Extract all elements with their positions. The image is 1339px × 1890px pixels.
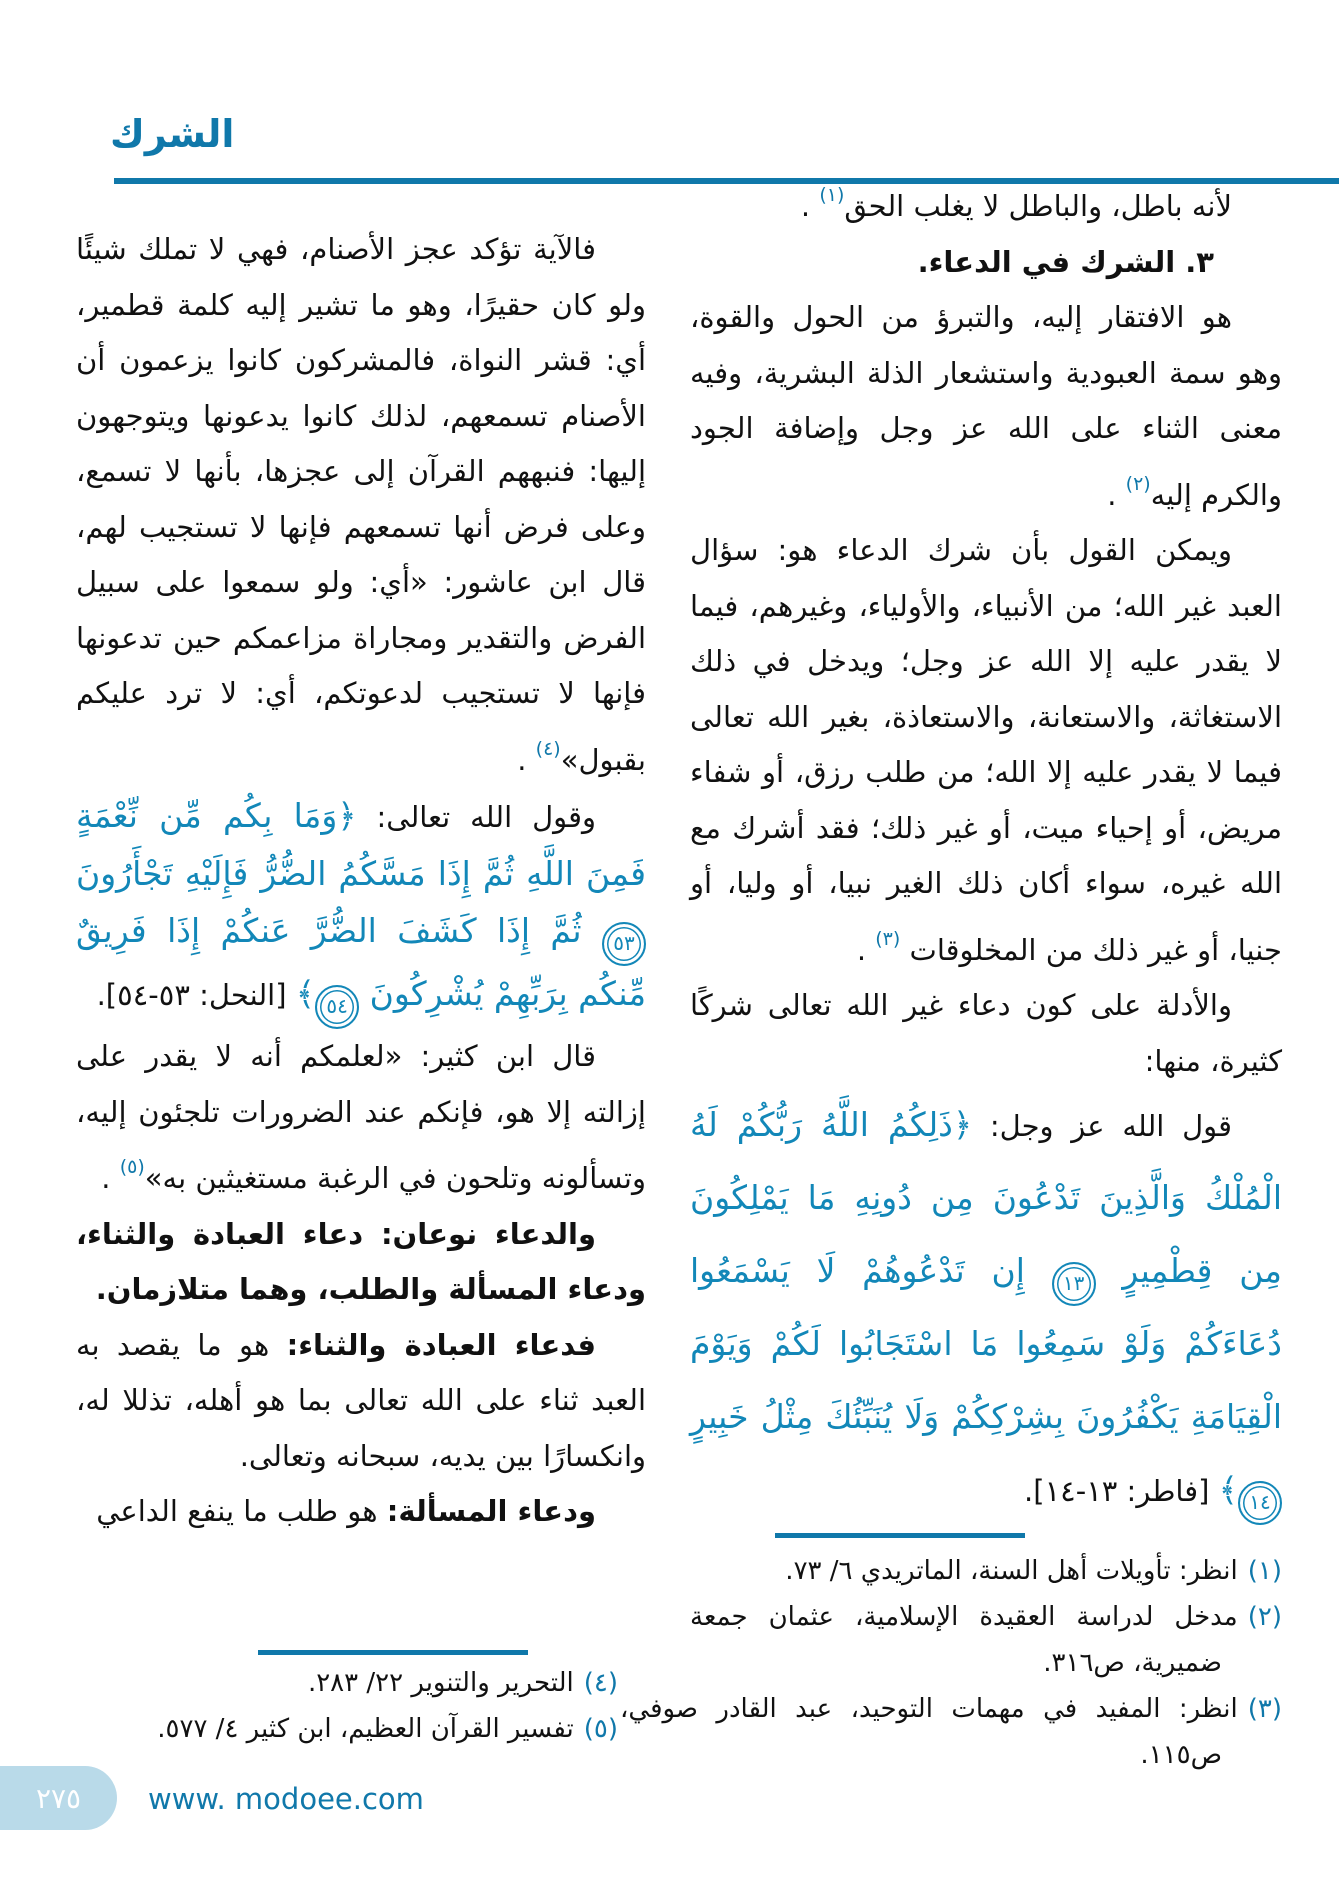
footnote	[690, 1548, 1282, 1594]
footnote-separator	[258, 1650, 528, 1655]
footnote-text: مدخل لدراسة العقيدة الإسلامية، عثمان جمعة ضميرية، ص٣١٦.	[690, 1602, 1238, 1678]
text-run: ويمكن القول بأن شرك الدعاء هو: سؤال العبد غير الله؛ من الأنبياء، والأولياء، وغيرهم، فيما لا يقدر عليه إلا الله عز وجل؛ ويدخل في ذلك الاستغاثة، والاستعانة، والاستعاذة، بغير الله تعالى فيما لا يقدر عليه إلا الله؛ من طلب رزق، أو شفاء مريض، أو إحياء ميت، أو غير ذلك؛ فقد أشرك مع الله غيره، سواء أكان ذلك الغير نبيا، أو وليا، أو جنيا، أو غير ذلك من المخلوقات	[690, 533, 1282, 967]
quran-text: ﴿وَمَا بِكُم مِّن نِّعْمَةٍ فَمِنَ اللَّهِ ثُمَّ إِذَا مَسَّكُمُ الضُّرُّ فَإِلَيْهِ تَجْأَرُونَ	[76, 796, 646, 893]
right-column	[690, 168, 1282, 1527]
footnote-text: التحرير والتنوير ٢٢/ ٢٨٣.	[307, 1668, 574, 1698]
left-column	[76, 222, 646, 1540]
footnote-number: (٥)	[583, 1714, 618, 1744]
text-run: [النحل: ٥٣-٥٤].	[96, 978, 296, 1012]
footnote-text: انظر: المفيد في مهمات التوحيد، عبد القادر صوفي، ص١١٥.	[620, 1694, 1238, 1770]
website-text: www. modoee.com	[148, 1782, 424, 1816]
footnote-number: (١)	[1247, 1556, 1282, 1586]
footnote-reference: (٢)	[1125, 472, 1151, 495]
text-run: والدعاء نوعان: دعاء العبادة والثناء، ودعاء المسألة والطلب، وهما متلازمان.	[76, 1216, 646, 1306]
footnote	[78, 1706, 618, 1752]
text-run: [فاطر: ١٣-١٤].	[1024, 1474, 1219, 1508]
paragraph	[76, 1029, 646, 1207]
text-run: .	[800, 189, 820, 223]
footnote	[620, 1686, 1282, 1778]
text-run: لأنه باطل، والباطل لا يغلب الحق	[844, 189, 1232, 223]
page-number-badge	[0, 1766, 117, 1830]
footnote-reference: (٤)	[535, 737, 561, 760]
quran-text: ﴾	[1218, 1470, 1238, 1509]
text-run: هو الافتقار إليه، والتبرؤ من الحول والقوة، وهو سمة العبودية واستشعار الذلة البشرية، وفيه معنى الثناء على الله عز وجل وإضافة الجود والكرم إليه	[690, 300, 1282, 512]
text-run: هو ما يقصد به العبد ثناء على الله تعالى بما هو أهله، تذللا له، وانكسارًا بين يديه، سبحانه وتعالى.	[76, 1327, 646, 1473]
footnote	[690, 1594, 1282, 1686]
paragraph	[76, 1484, 646, 1540]
footnote-separator	[775, 1533, 1025, 1538]
paragraph	[690, 523, 1282, 978]
left-footnotes	[78, 1660, 618, 1752]
paragraph	[690, 168, 1282, 235]
ayah-number-medallion: ١٤	[1238, 1481, 1282, 1525]
ayah-number-medallion: ١٣	[1052, 1262, 1096, 1306]
paragraph	[76, 1318, 646, 1485]
footnote-number: (٢)	[1247, 1602, 1282, 1632]
text-run: والأدلة على كون دعاء غير الله تعالى شركًا كثيرة، منها:	[690, 988, 1282, 1078]
paragraph	[690, 978, 1282, 1089]
text-run: فدعاء العبادة والثناء:	[286, 1327, 596, 1362]
footnote-text: تفسير القرآن العظيم، ابن كثير ٤/ ٥٧٧.	[157, 1714, 574, 1744]
footnote-reference: (٣)	[875, 927, 901, 950]
text-run: .	[517, 742, 536, 777]
text-run: .	[856, 932, 876, 967]
ayah-number-medallion: ٥٤	[315, 985, 359, 1029]
footnote-text: انظر: تأويلات أهل السنة، الماتريدي ٦/ ٧٣.	[785, 1556, 1238, 1586]
paragraph	[690, 290, 1282, 523]
text-run: .	[1107, 477, 1126, 512]
quran-verse-paragraph	[76, 788, 646, 1029]
footnote-reference: (١)	[819, 184, 845, 206]
footnote-number: (٣)	[1247, 1694, 1282, 1724]
quran-text: ﴿ذَلِكُمُ اللَّهُ رَبُّكُمْ لَهُ الْمُلْكُ وَالَّذِينَ تَدْعُونَ مِن دُونِهِ مَا يَمْلِكُونَ مِن قِطْمِيرٍ	[690, 1105, 1282, 1290]
quran-text: إِن تَدْعُوهُمْ لَا يَسْمَعُوا دُعَاءَكُمْ وَلَوْ سَمِعُوا مَا اسْتَجَابُوا لَكُمْ وَيَوْمَ الْقِيَامَةِ يَكْفُرُونَ بِشِرْكِكُمْ وَلَا يُنَبِّئُكَ مِثْلُ خَبِيرٍ	[690, 1251, 1282, 1436]
footnote-reference: (٥)	[119, 1156, 145, 1178]
text-run: هو طلب ما ينفع الداعي	[96, 1494, 387, 1528]
ayah-number-medallion: ٥٣	[602, 922, 646, 966]
section-heading	[690, 235, 1282, 291]
quran-text: ثُمَّ إِذَا كَشَفَ الضُّرَّ عَنكُمْ إِذَا فَرِيقٌ مِّنكُم بِرَبِّهِمْ يُشْرِكُونَ	[76, 911, 646, 1013]
right-footnotes	[620, 1548, 1282, 1778]
quran-verse-paragraph	[690, 1089, 1282, 1527]
text-run: وقول الله تعالى:	[356, 800, 596, 834]
paragraph	[76, 222, 646, 788]
text-run: قال ابن كثير: «لعلمكم أنه لا يقدر على إزالته إلا هو، فإنكم عند الضرورات تلجئون إليه، وتسألونه وتلحون في الرغبة مستغيثين به»	[76, 1039, 646, 1195]
page-header-title: الشرك	[110, 112, 235, 156]
text-run: ودعاء المسألة:	[386, 1494, 596, 1528]
text-run: ٣. الشرك في الدعاء.	[917, 244, 1214, 279]
paragraph	[76, 1207, 646, 1318]
text-run: .	[101, 1161, 120, 1195]
text-run: فالآية تؤكد عجز الأصنام، فهي لا تملك شيئًا ولو كان حقيرًا، وهو ما تشير إليه كلمة قطمير، أي: قشر النواة، فالمشركون كانوا يزعمون أن الأصنام تسمعهم، لذلك كانوا يدعونها ويتوجهون إليها: فنبههم القرآن إلى عجزها، بأنها لا تسمع، وعلى فرض أنها تسمعهم فإنها لا تستجيب لهم، قال ابن عاشور: «أي: ولو سمعوا على سبيل الفرض والتقدير ومجاراة مزاعمكم حين تدعونها فإنها لا تستجيب لدعوتكم، أي: لا ترد عليكم بقبول»	[76, 232, 646, 777]
footnote-number: (٤)	[583, 1668, 618, 1698]
footnote	[78, 1660, 618, 1706]
text-run: قول الله عز وجل:	[972, 1109, 1232, 1143]
page-number: ٢٧٥	[35, 1781, 82, 1815]
quran-text: ﴾	[295, 974, 316, 1013]
